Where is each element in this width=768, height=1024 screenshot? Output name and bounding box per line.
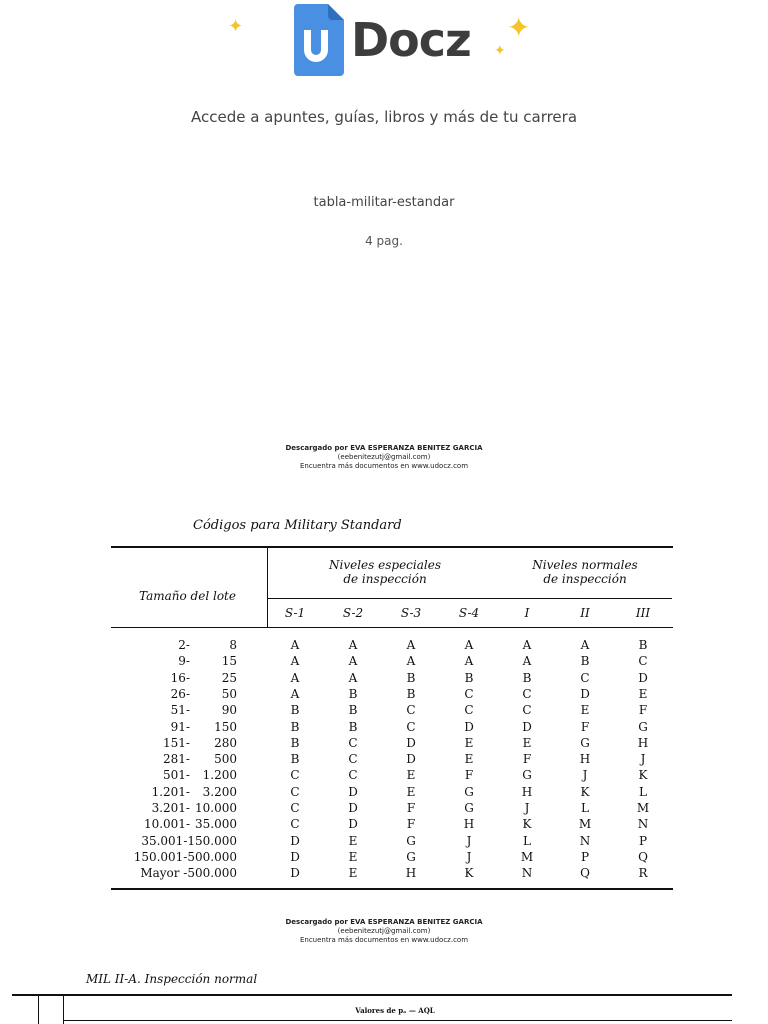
code-cell: C <box>522 687 532 701</box>
code-cell: C <box>464 703 474 717</box>
download-notice-link: Encuentra más documentos en www.udocz.com <box>299 936 469 944</box>
code-cell: B <box>290 736 300 750</box>
page-count: 4 pag. <box>365 234 403 248</box>
code-cell: G <box>580 736 590 750</box>
code-cell: L <box>523 834 531 848</box>
code-cell: C <box>290 768 300 782</box>
code-cell: E <box>348 850 358 864</box>
normal-levels-line2: de inspección <box>543 572 627 586</box>
code-cell: A <box>406 638 416 652</box>
code-cell: A <box>348 654 358 668</box>
code-cell: J <box>640 752 646 766</box>
code-cell: B <box>348 703 358 717</box>
code-cell: C <box>348 768 358 782</box>
table-title: Códigos para Military Standard <box>193 518 402 533</box>
document-title: tabla-militar-estandar <box>313 195 455 210</box>
lot-range-end: 1.200 <box>202 768 237 782</box>
code-cell: Q <box>638 850 648 864</box>
aql-subheader: Valores de pₐ — AQL <box>355 1006 435 1015</box>
code-cell: B <box>406 671 416 685</box>
lot-range-end: 3.200 <box>202 785 237 799</box>
code-cell: A <box>290 638 300 652</box>
code-cell: D <box>290 850 300 864</box>
code-cell: D <box>348 817 358 831</box>
column-header: I <box>524 606 530 620</box>
download-notice <box>0 444 768 471</box>
sparkle-icon: ✦ <box>494 43 506 59</box>
code-cell: C <box>348 736 358 750</box>
code-cell: Q <box>580 866 590 880</box>
header-sub-rule <box>267 598 672 599</box>
download-notice-email: (eebenitezutj@gmail.com) <box>337 453 431 461</box>
code-cell: C <box>464 687 474 701</box>
code-cell: A <box>522 654 532 668</box>
code-cell: D <box>464 720 474 734</box>
code-cell: B <box>348 720 358 734</box>
code-cell: C <box>522 703 532 717</box>
lot-range-end: 150 <box>214 720 237 734</box>
download-notice-name: Descargado por EVA ESPERANZA BENITEZ GARCIA <box>285 918 483 926</box>
document-icon <box>294 4 344 76</box>
code-cell: C <box>290 817 300 831</box>
code-cell: B <box>522 671 532 685</box>
code-cell: B <box>580 654 590 668</box>
lot-range-end: 10.000 <box>195 801 237 815</box>
code-cell: B <box>348 687 358 701</box>
code-cell: F <box>406 817 416 831</box>
code-cell: E <box>348 834 358 848</box>
code-cell: D <box>580 687 590 701</box>
lot-range: Mayor -500.000 <box>140 866 237 880</box>
lot-range-end: 50 <box>221 687 237 701</box>
download-notice-email: (eebenitezutj@gmail.com) <box>337 927 431 935</box>
special-levels-line2: de inspección <box>343 572 427 586</box>
code-cell: B <box>290 703 300 717</box>
code-cell: G <box>638 720 648 734</box>
code-cell: A <box>464 638 474 652</box>
code-cell: A <box>290 671 300 685</box>
lot-range-end: 500 <box>214 752 237 766</box>
code-cell: G <box>464 801 474 815</box>
column-header: S-1 <box>284 606 306 620</box>
code-cell: J <box>524 801 530 815</box>
code-cell: J <box>582 768 588 782</box>
code-cell: C <box>638 654 648 668</box>
code-cell: A <box>580 638 590 652</box>
download-notice-name: Descargado por EVA ESPERANZA BENITEZ GARCIA <box>285 444 483 452</box>
code-cell: D <box>348 785 358 799</box>
code-cell: F <box>464 768 474 782</box>
code-cell: E <box>522 736 532 750</box>
code-cell: P <box>638 834 648 848</box>
code-cell: G <box>522 768 532 782</box>
code-cell: E <box>406 785 416 799</box>
lot-range-start: 281- <box>163 752 190 766</box>
code-cell: D <box>290 866 300 880</box>
code-cell: A <box>290 654 300 668</box>
code-cell: P <box>580 850 590 864</box>
code-cell: D <box>406 752 416 766</box>
lot-range-start: 1.201- <box>151 785 190 799</box>
code-cell: K <box>580 785 590 799</box>
lot-range-end: 35.000 <box>195 817 237 831</box>
code-cell: R <box>638 866 648 880</box>
download-notice <box>0 918 768 945</box>
code-cell: C <box>406 720 416 734</box>
lot-range-end: 25 <box>221 671 237 685</box>
code-cell: C <box>580 671 590 685</box>
code-cell: H <box>637 736 649 750</box>
code-cell: E <box>638 687 648 701</box>
code-cell: F <box>406 801 416 815</box>
code-cell: E <box>348 866 358 880</box>
code-cell: F <box>580 720 590 734</box>
code-cell: H <box>463 817 475 831</box>
code-cell: B <box>406 687 416 701</box>
lot-range-start: 51- <box>170 703 190 717</box>
normal-levels-header <box>500 558 670 586</box>
lot-size-header: Tamaño del lote <box>139 589 236 603</box>
lot-range: 150.001-500.000 <box>133 850 237 864</box>
code-cell: C <box>348 752 358 766</box>
code-cell: M <box>578 817 592 831</box>
code-cell: G <box>464 785 474 799</box>
sparkle-icon: ✦ <box>228 16 244 37</box>
code-cell: N <box>579 834 591 848</box>
code-cell: D <box>638 671 648 685</box>
code-cell: K <box>464 866 474 880</box>
code-cell: M <box>520 850 534 864</box>
special-levels-header <box>300 558 470 586</box>
code-cell: K <box>522 817 532 831</box>
code-cell: M <box>636 801 650 815</box>
code-cell: A <box>464 654 474 668</box>
table-bottom-rule <box>111 888 673 890</box>
code-cell: E <box>580 703 590 717</box>
code-cell: H <box>521 785 533 799</box>
code-cell: D <box>406 736 416 750</box>
code-cell: F <box>638 703 648 717</box>
code-cell: C <box>406 703 416 717</box>
section-sub-rule <box>63 1020 732 1021</box>
lot-range-end: 90 <box>221 703 237 717</box>
column-header: S-2 <box>342 606 364 620</box>
code-cell: L <box>639 785 647 799</box>
lot-range: 35.001-150.000 <box>141 834 237 848</box>
sparkle-icon: ✦ <box>507 11 531 44</box>
code-cell: A <box>522 638 532 652</box>
section-title: MIL II-A. Inspección normal <box>86 972 258 986</box>
code-cell: D <box>348 801 358 815</box>
lot-range-start: 26- <box>170 687 190 701</box>
code-cell: N <box>637 817 649 831</box>
lot-range-start: 3.201- <box>151 801 190 815</box>
code-cell: K <box>638 768 648 782</box>
code-cell: B <box>290 752 300 766</box>
code-cell: A <box>348 671 358 685</box>
code-cell: C <box>290 785 300 799</box>
code-cell: F <box>522 752 532 766</box>
section-top-rule <box>12 994 732 996</box>
column-header: III <box>635 606 651 620</box>
lot-range-start: 501- <box>163 768 190 782</box>
code-cell: H <box>579 752 591 766</box>
header-divider <box>267 548 268 627</box>
code-cell: J <box>466 834 472 848</box>
normal-levels-line1: Niveles normales <box>532 558 638 572</box>
logo-wordmark: Docz <box>351 13 471 67</box>
code-cell: A <box>406 654 416 668</box>
header-bottom-rule <box>111 627 673 628</box>
code-cell: B <box>464 671 474 685</box>
code-cell: G <box>406 850 416 864</box>
lot-range-start: 16- <box>170 671 190 685</box>
lot-range-end: 8 <box>229 638 237 652</box>
code-cell: N <box>521 866 533 880</box>
lot-range-start: 91- <box>170 720 190 734</box>
lot-range-end: 15 <box>221 654 237 668</box>
code-cell: H <box>405 866 417 880</box>
tagline: Accede a apuntes, guías, libros y más de tu carrera <box>190 108 578 126</box>
lot-range-start: 10.001- <box>143 817 190 831</box>
code-cell: B <box>290 720 300 734</box>
code-cell: C <box>290 801 300 815</box>
code-cell: B <box>638 638 648 652</box>
lot-range-start: 151- <box>163 736 190 750</box>
code-cell: L <box>581 801 589 815</box>
code-cell: E <box>406 768 416 782</box>
code-cell: E <box>464 752 474 766</box>
code-cell: E <box>464 736 474 750</box>
code-cell: D <box>522 720 532 734</box>
lot-range-start: 2- <box>178 638 190 652</box>
special-levels-line1: Niveles especiales <box>329 558 441 572</box>
code-cell: D <box>290 834 300 848</box>
download-notice-link: Encuentra más documentos en www.udocz.com <box>299 462 469 470</box>
code-cell: J <box>466 850 472 864</box>
code-cell: A <box>348 638 358 652</box>
column-header: S-4 <box>458 606 480 620</box>
column-header: S-3 <box>400 606 422 620</box>
section-divider <box>38 996 39 1024</box>
column-header: II <box>580 606 590 620</box>
lot-range-start: 9- <box>178 654 190 668</box>
lot-range-end: 280 <box>214 736 237 750</box>
table-top-rule <box>111 546 673 548</box>
code-cell: G <box>406 834 416 848</box>
code-cell: A <box>290 687 300 701</box>
